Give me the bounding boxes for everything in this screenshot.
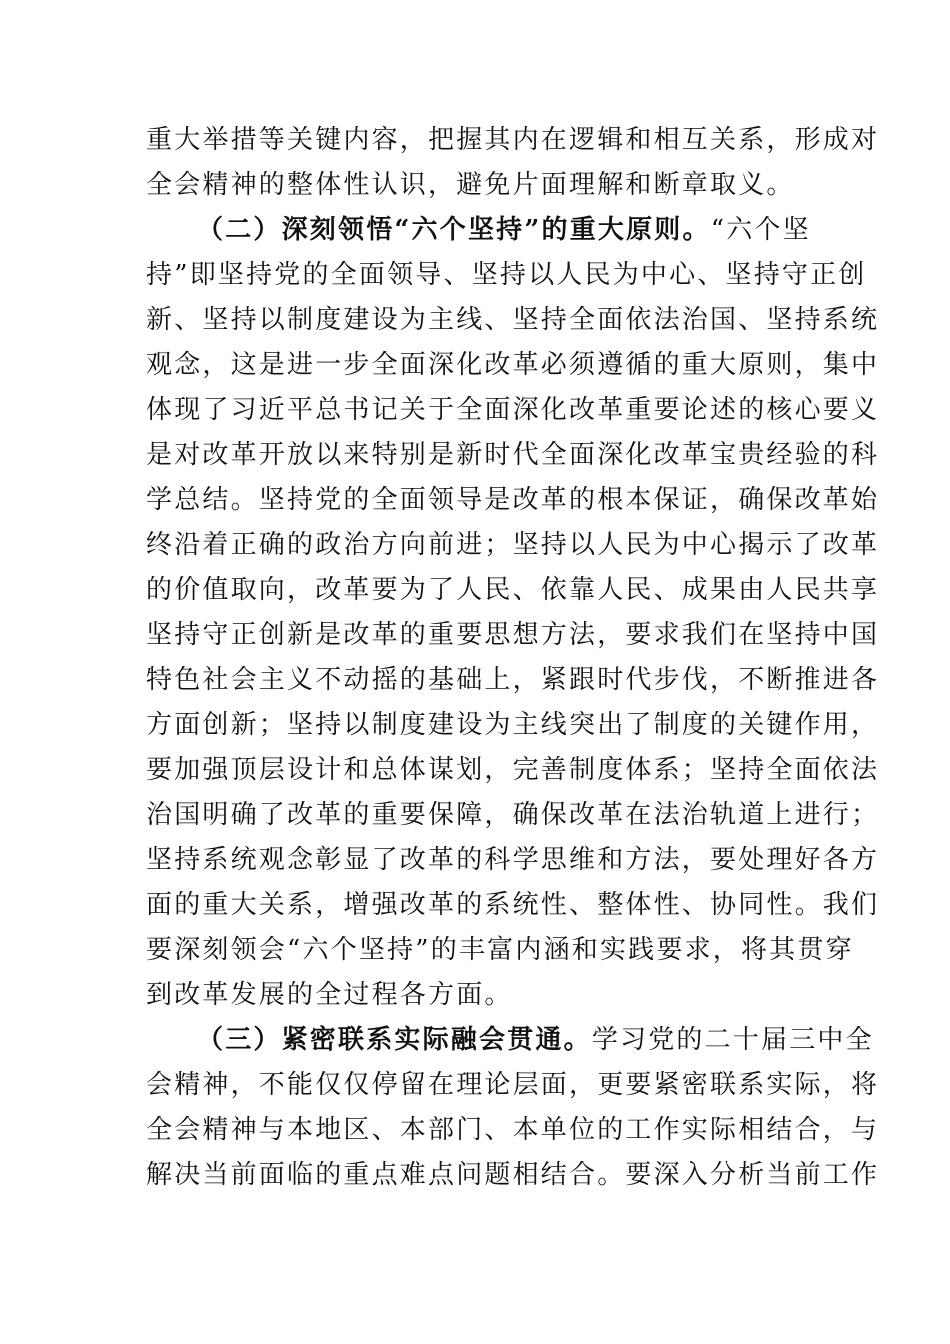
text-line: 治国明确了改革的重要保障，确保改革在法治轨道上进行；	[146, 800, 880, 830]
text-line: 新、坚持以制度建设为主线、坚持全面依法治国、坚持系统	[146, 305, 880, 335]
paragraph-line	[197, 1024, 874, 1056]
text-span: 学习党的二十届三中全	[591, 1025, 874, 1055]
text-line: 持”即坚持党的全面领导、坚持以人民为中心、坚持守正创	[146, 260, 867, 290]
text-line: 坚持守正创新是改革的重要思想方法，要求我们在坚持中国	[146, 620, 880, 650]
text-line: 重大举措等关键内容，把握其内在逻辑和相互关系，形成对	[146, 125, 880, 155]
text-line: 要加强顶层设计和总体谋划，完善制度体系；坚持全面依法	[146, 755, 880, 785]
text-line: 方面创新；坚持以制度建设为主线突出了制度的关键作用，	[146, 710, 880, 740]
paragraph-line	[197, 214, 811, 246]
text-line: 是对改革开放以来特别是新时代全面深化改革宝贵经验的科	[146, 440, 880, 470]
text-line: 的价值取向，改革要为了人民、依靠人民、成果由人民共享	[146, 575, 880, 605]
text-line: 特色社会主义不动摇的基础上，紧跟时代步伐，不断推进各	[146, 665, 880, 695]
text-line: 到改革发展的全过程各方面。	[146, 980, 513, 1010]
text-span: “六个坚	[710, 215, 811, 245]
text-line: 观念，这是进一步全面深化改革必须遵循的重大原则，集中	[146, 350, 880, 380]
text-line: 体现了习近平总书记关于全面深化改革重要论述的核心要义	[146, 395, 880, 425]
text-line: 面的重大关系，增强改革的系统性、整体性、协同性。我们	[146, 890, 880, 920]
text-line: 要深刻领会“六个坚持”的丰富内涵和实践要求，将其贯穿	[146, 935, 854, 965]
text-line: 终沿着正确的政治方向前进；坚持以人民为中心揭示了改革	[146, 530, 880, 560]
section-heading-3: （三）紧密联系实际融会贯通。	[197, 1025, 592, 1055]
section-heading-2: （二）深刻领悟“六个坚持”的重大原则。	[197, 215, 711, 245]
text-line: 解决当前面临的重点难点问题相结合。要深入分析当前工作	[146, 1160, 880, 1190]
text-line: 学总结。坚持党的全面领导是改革的根本保证，确保改革始	[146, 485, 880, 515]
text-line: 坚持系统观念彰显了改革的科学思维和方法，要处理好各方	[146, 845, 880, 875]
text-line: 会精神，不能仅仅停留在理论层面，更要紧密联系实际，将	[146, 1070, 880, 1100]
text-line: 全会精神的整体性认识，避免片面理解和断章取义。	[146, 170, 795, 200]
text-line: 全会精神与本地区、本部门、本单位的工作实际相结合，与	[146, 1115, 880, 1145]
